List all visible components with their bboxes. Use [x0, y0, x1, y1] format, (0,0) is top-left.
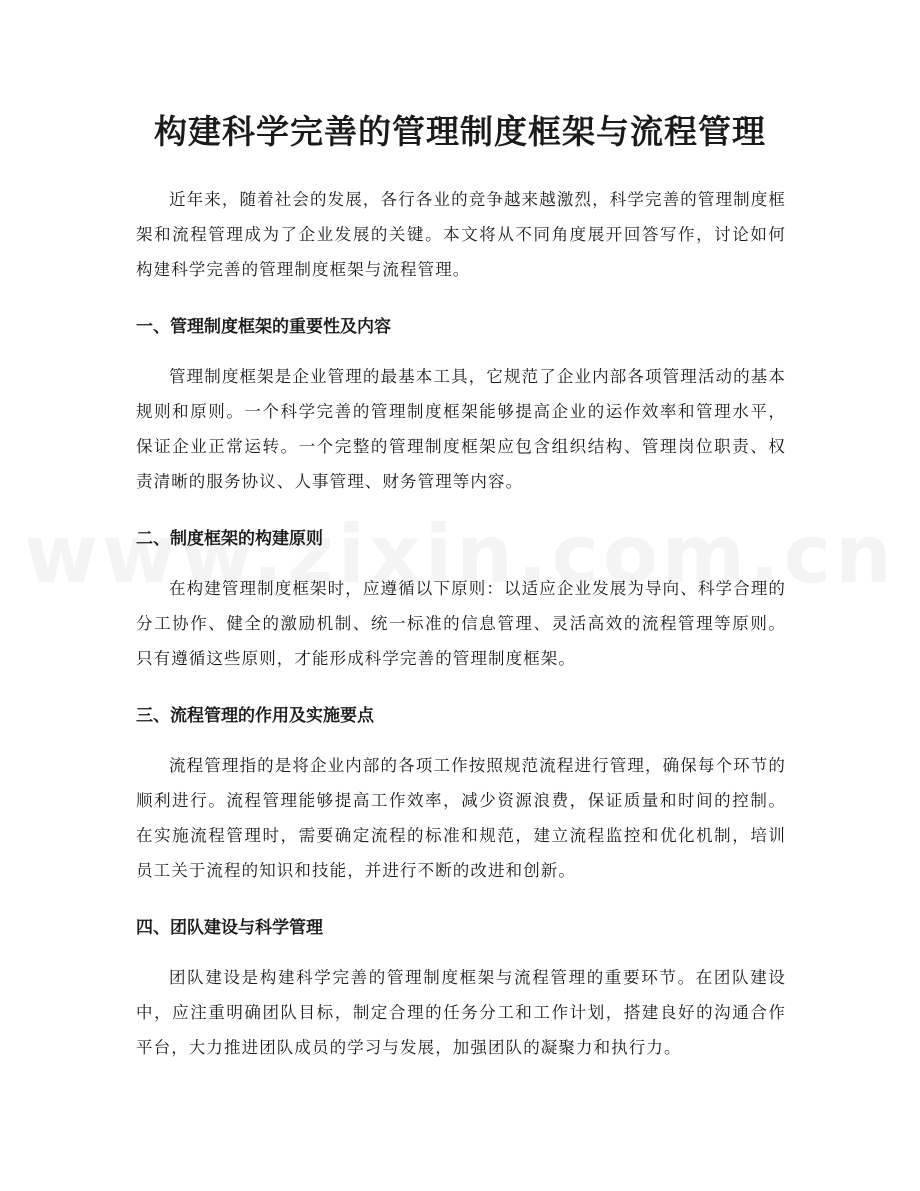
section-4-heading: 四、团队建设与科学管理: [136, 918, 323, 938]
section-3-heading: 三、流程管理的作用及实施要点: [136, 706, 374, 726]
document-title: 构建科学完善的管理制度框架与流程管理: [154, 112, 766, 151]
section-2-paragraph: 在构建管理制度框架时，应遵循以下原则：以适应企业发展为导向、科学合理的分工协作、健全的激励机制、统一标准的信息管理、灵活高效的流程管理等原则。只有遵循这些原则，才能形成科学完善的管理制度框架。: [136, 579, 786, 668]
section-1-heading: 一、管理制度框架的重要性及内容: [136, 317, 391, 337]
section-1-paragraph: 管理制度框架是企业管理的最基本工具，它规范了企业内部各项管理活动的基本规则和原则。一个科学完善的管理制度框架能够提高企业的运作效率和管理水平，保证企业正常运转。一个完整的管理制度框架应包含组织结构、管理岗位职责、权责清晰的服务协议、人事管理、财务管理等内容。: [136, 367, 786, 491]
section-4-paragraph: 团队建设是构建科学完善的管理制度框架与流程管理的重要环节。在团队建设中，应注重明确团队目标，制定合理的任务分工和工作计划，搭建良好的沟通合作平台，大力推进团队成员的学习与发展，加强团队的凝聚力和执行力。: [136, 968, 786, 1057]
section-3-paragraph: 流程管理指的是将企业内部的各项工作按照规范流程进行管理，确保每个环节的顺利进行。流程管理能够提高工作效率，减少资源浪费，保证质量和时间的控制。在实施流程管理时，需要确定流程的标准和规范，建立流程监控和优化机制，培训员工关于流程的知识和技能，并进行不断的改进和创新。: [136, 756, 786, 880]
section-2-heading: 二、制度框架的构建原则: [136, 529, 323, 549]
intro-paragraph: 近年来，随着社会的发展，各行各业的竞争越来越激烈，科学完善的管理制度框架和流程管理成为了企业发展的关键。本文将从不同角度展开回答写作，讨论如何构建科学完善的管理制度框架与流程管理。: [136, 190, 786, 279]
document-body: [136, 182, 786, 1089]
